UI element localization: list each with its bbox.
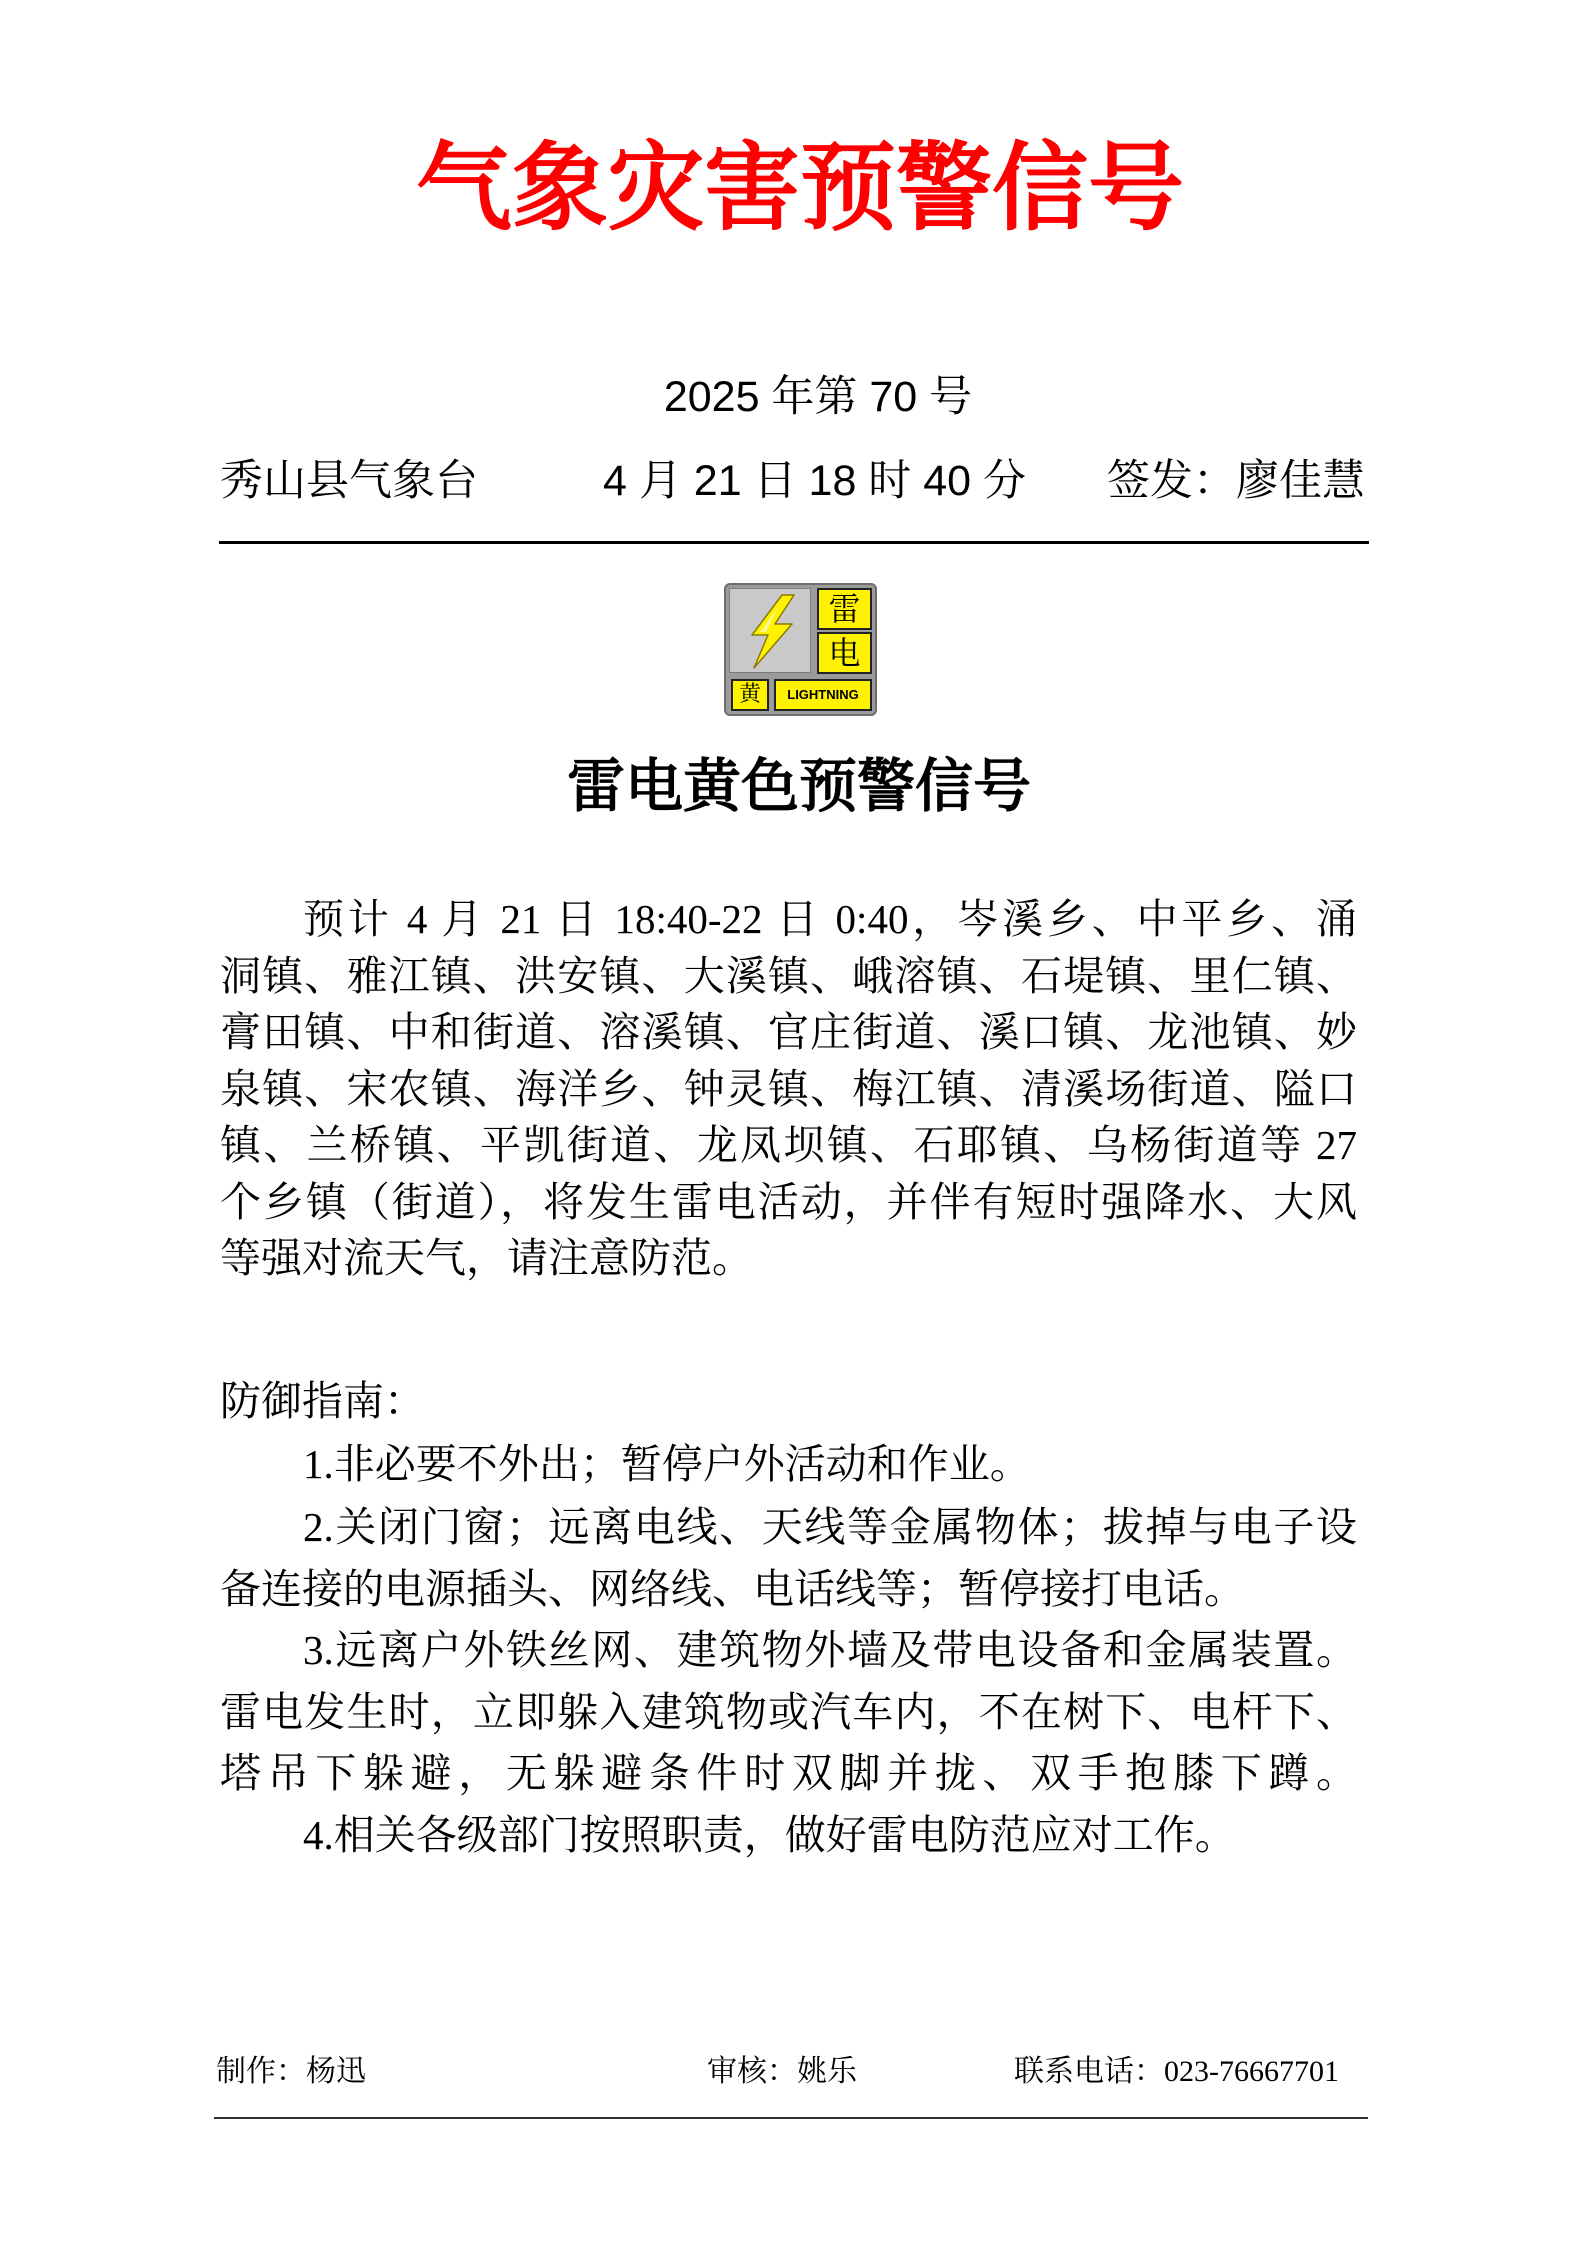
- lightning-bolt-icon: [730, 589, 810, 672]
- reviewer: 审核：姚乐: [707, 2055, 857, 2088]
- guide-line: 备连接的电源插头、网络线、电话线等；暂停接打电话。: [220, 1566, 1245, 1612]
- guide-line: 3.远离户外铁丝网、建筑物外墙及带电设备和金属装置。: [303, 1627, 1357, 1673]
- guide-line: 4.相关各级部门按照职责，做好雷电防范应对工作。: [303, 1812, 1236, 1858]
- signal-char-bottom: 电: [817, 632, 872, 674]
- issuing-office: 秀山县气象台: [220, 457, 478, 505]
- warning-text-line: 洞镇、雅江镇、洪安镇、大溪镇、峨溶镇、石堤镇、里仁镇、: [220, 953, 1357, 999]
- header-divider: [219, 541, 1369, 544]
- signal-heading: 雷电黄色预警信号: [566, 752, 1031, 820]
- contact-phone: 联系电话：023-76667701: [1014, 2055, 1339, 2088]
- warning-text-line: 膏田镇、中和街道、溶溪镇、官庄街道、溪口镇、龙池镇、妙: [220, 1009, 1357, 1055]
- warning-text-line: 泉镇、宋农镇、海洋乡、钟灵镇、梅江镇、清溪场街道、隘口: [220, 1066, 1357, 1112]
- signal-char-top: 雷: [817, 588, 872, 630]
- footer-divider: [214, 2117, 1368, 2119]
- warning-text-line: 预计 4 月 21 日 18:40-22 日 0:40，岑溪乡、中平乡、涌: [303, 896, 1357, 942]
- guide-heading: 防御指南：: [220, 1378, 425, 1424]
- guide-line: 雷电发生时，立即躲入建筑物或汽车内，不在树下、电杆下、: [220, 1689, 1357, 1735]
- signer: 签发：廖佳慧: [1107, 457, 1365, 505]
- lightning-yellow-signal-icon: [724, 583, 877, 716]
- signal-english-label: LIGHTNING: [774, 679, 872, 711]
- issue-time: 4 月 21 日 18 时 40 分: [603, 457, 1027, 505]
- producer: 制作：杨迅: [216, 2055, 366, 2088]
- warning-text-line: 个乡镇（街道），将发生雷电活动，并伴有短时强降水、大风: [220, 1179, 1357, 1225]
- guide-line: 2.关闭门窗；远离电线、天线等金属物体；拔掉与电子设: [303, 1504, 1357, 1550]
- document-title: 气象灾害预警信号: [416, 132, 1184, 244]
- signal-bolt-panel: [729, 588, 811, 673]
- warning-text-line: 镇、兰桥镇、平凯街道、龙凤坝镇、石耶镇、乌杨街道等 27: [220, 1122, 1357, 1168]
- guide-line: 1.非必要不外出；暂停户外活动和作业。: [303, 1441, 1031, 1487]
- warning-text-line: 等强对流天气，请注意防范。: [220, 1235, 753, 1281]
- guide-line: 塔吊下躲避，无躲避条件时双脚并拢、双手抱膝下蹲。: [220, 1750, 1357, 1796]
- signal-level-char: 黄: [731, 679, 769, 711]
- issue-number: 2025 年第 70 号: [663, 373, 973, 421]
